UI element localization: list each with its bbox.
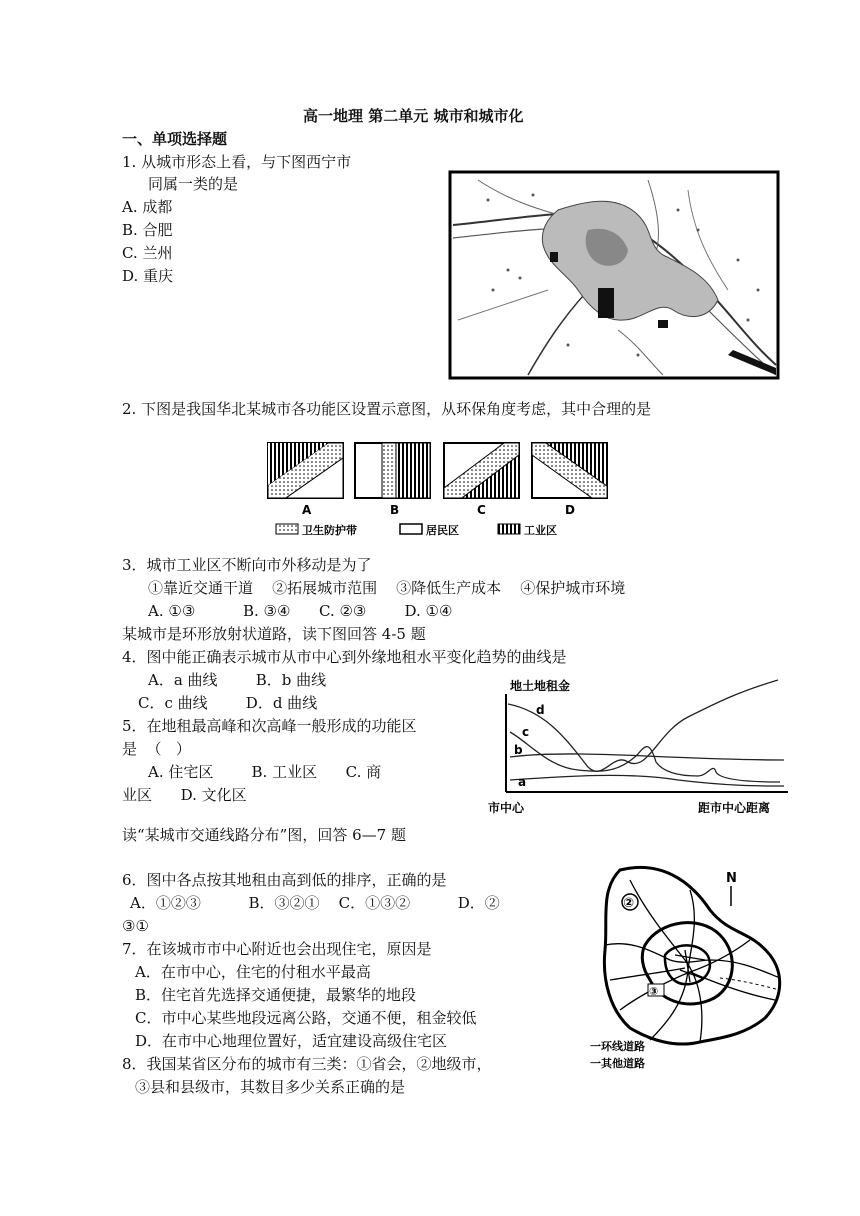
section-heading: 一、单项选择题	[122, 130, 228, 148]
legend-residential: 居民区	[426, 524, 459, 537]
q4-options-row1: A．a 曲线 B．b 曲线	[148, 671, 327, 689]
q6-options-wrap: ③①	[122, 917, 149, 935]
panel-label-a: A	[302, 503, 312, 517]
q8-stem-line2: ③县和县级市，其数目多少关系正确的是	[135, 1078, 406, 1096]
curve-label-a: a	[518, 775, 527, 789]
legend-industrial: 工业区	[524, 524, 557, 537]
q3-options: A. ①③ B. ③④ C. ②③ D. ①④	[148, 602, 453, 620]
q8-stem-line1: 8．我国某省区分布的城市有三类：①省会，②地级市，	[122, 1055, 492, 1073]
land-rent-chart	[488, 672, 794, 822]
city-transport-map	[590, 860, 790, 1075]
q1-option-c: C. 兰州	[122, 244, 173, 262]
panel-a	[268, 443, 343, 498]
map-legend-ring: 一环线道路	[590, 1040, 645, 1053]
curve-d	[508, 680, 778, 771]
q3-items: ①靠近交通干道 ②拓展城市范围 ③降低生产成本 ④保护城市环境	[148, 579, 626, 597]
panel-b	[355, 443, 430, 498]
q1-option-b: B. 合肥	[122, 221, 173, 239]
q5-options-row2: 业区 D. 文化区	[122, 786, 247, 804]
function-zone-diagram	[262, 440, 612, 540]
page-title: 高一地理 第二单元 城市和城市化	[303, 107, 524, 125]
q5-options-row1: A. 住宅区 B. 工业区 C. 商	[148, 763, 382, 781]
q3-stem: 3．城市工业区不断向市外移动是为了	[122, 556, 372, 574]
q2-stem: 2. 下图是我国华北某城市各功能区设置示意图，从环保角度考虑，其中合理的是	[122, 400, 652, 418]
panel-label-d: D	[565, 503, 575, 517]
legend-swatch-buffer	[276, 524, 298, 534]
q7-option-c: C．市中心某些地段远离公路，交通不便，租金较低	[135, 1009, 477, 1027]
q7-option-a: A．在市中心，住宅的付租水平最高	[135, 963, 371, 981]
q1-stem-line1: 1. 从城市形态上看，与下图西宁市	[122, 153, 352, 171]
rent-chart-origin-label: 市中心	[488, 801, 525, 815]
legend-swatch-industrial	[498, 524, 520, 534]
q7-option-b: B．住宅首先选择交通便捷，最繁华的地段	[135, 986, 417, 1004]
point-3-label: ③	[649, 985, 659, 998]
q6-stem: 6．图中各点按其地租由高到低的排序，正确的是	[122, 871, 447, 889]
rent-chart-ylabel: 地土地租金	[510, 679, 571, 693]
panel-label-b: B	[390, 503, 400, 517]
q1-option-a: A. 成都	[122, 198, 173, 216]
q7-option-d: D．在市中心地理位置好，适宜建设高级住宅区	[135, 1032, 448, 1050]
curve-label-d: d	[536, 703, 545, 717]
point-2-label: ②	[623, 896, 635, 911]
rent-chart-xlabel: 距市中心距离	[698, 801, 771, 815]
q5-stem-line1: 5．在地租最高峰和次高峰一般形成的功能区	[122, 717, 417, 735]
panel-d	[532, 443, 607, 498]
q5-stem-line2: 是 （ ）	[122, 740, 191, 758]
q1-option-d: D. 重庆	[122, 267, 174, 285]
curve-label-b: b	[514, 743, 523, 757]
q7-stem: 7．在该城市市中心附近也会出现住宅，原因是	[122, 940, 432, 958]
legend-swatch-residential	[400, 524, 422, 534]
map-legend-other: 一其他道路	[590, 1057, 645, 1070]
intro-q6-7: 读“某城市交通线路分布”图，回答 6—7 题	[122, 826, 406, 844]
legend-buffer: 卫生防护带	[302, 524, 357, 537]
curve-c	[510, 732, 780, 782]
curve-label-c: c	[522, 725, 530, 739]
intro-q4-5: 某城市是环形放射状道路，读下图回答 4-5 题	[122, 625, 426, 643]
xining-city-map	[448, 170, 780, 380]
q6-options: A．①②③ B．③②① C．①③② D．②	[130, 894, 500, 912]
q1-stem-line2: 同属一类的是	[148, 175, 239, 193]
panel-label-c: C	[477, 503, 486, 517]
q4-stem: 4．图中能正确表示城市从市中心到外缘地租水平变化趋势的曲线是	[122, 648, 567, 666]
q4-options-row2: C．c 曲线 D．d 曲线	[138, 694, 318, 712]
north-label: N	[726, 871, 737, 886]
panel-c	[444, 443, 519, 498]
